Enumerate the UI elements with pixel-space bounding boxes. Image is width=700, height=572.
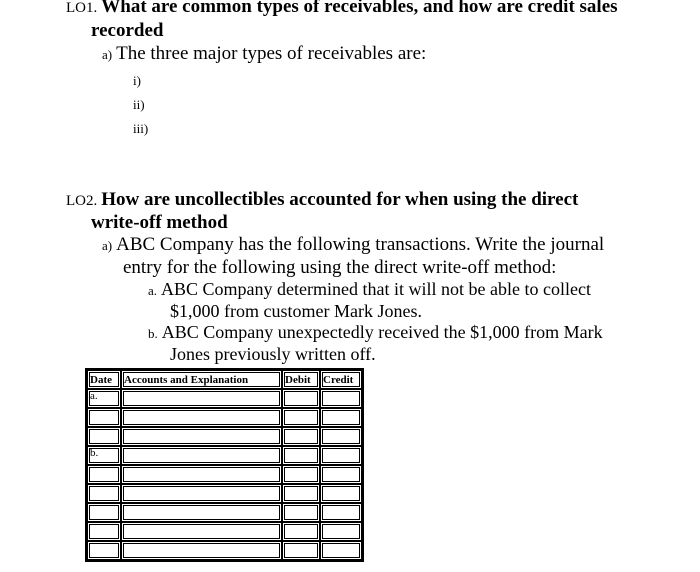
lo1-item-3: iii) [133,121,149,136]
transaction-b-line1: ABC Company unexpectedly received the $1,000 from Mark [161,322,603,342]
journal-row [87,427,362,446]
lo1-part-a-letter: a) [102,47,113,62]
date-cell[interactable] [87,541,121,560]
lo1-part-a [102,43,426,65]
credit-cell[interactable] [320,465,362,484]
credit-cell[interactable] [320,389,362,408]
lo1-label: LO1. [66,0,98,16]
debit-cell[interactable] [282,446,320,465]
journal-row [87,503,362,522]
accounts-cell[interactable] [121,541,282,560]
debit-cell[interactable] [282,408,320,427]
lo1-heading [66,0,618,18]
lo2-part-a-text-line2: entry for the following using the direct write-off method: [123,257,557,278]
journal-row [87,541,362,560]
accounts-cell[interactable] [121,389,282,408]
header-credit: Credit [320,370,362,389]
transaction-a-letter: a. [148,283,158,298]
journal-row [87,408,362,427]
lo2-transaction-a [148,279,591,300]
header-debit: Debit [282,370,320,389]
debit-cell[interactable] [282,541,320,560]
date-cell[interactable]: b. [87,446,121,465]
lo1-part-a-text: The three major types of receivables are: [116,43,427,64]
lo2-part-a-text-line1: ABC Company has the following transactions. Write the journal [116,234,605,255]
credit-cell[interactable] [320,446,362,465]
lo1-item-1: i) [133,73,141,88]
transaction-b-line2: Jones previously written off. [170,344,376,364]
journal-row [87,389,362,408]
debit-cell[interactable] [282,484,320,503]
date-cell[interactable] [87,522,121,541]
journal-header-row [87,370,362,389]
lo2-heading [66,189,578,211]
lo2-transaction-b [148,322,603,343]
debit-cell[interactable] [282,503,320,522]
credit-cell[interactable] [320,541,362,560]
credit-cell[interactable] [320,522,362,541]
journal-row [87,484,362,503]
accounts-cell[interactable] [121,446,282,465]
debit-cell[interactable] [282,427,320,446]
date-cell[interactable]: a. [87,389,121,408]
debit-cell[interactable] [282,389,320,408]
header-date: Date [87,370,121,389]
lo2-question-line1: How are uncollectibles accounted for when using the direct [101,189,579,210]
debit-cell[interactable] [282,522,320,541]
lo2-part-a-letter: a) [102,238,113,253]
date-cell[interactable] [87,465,121,484]
accounts-cell[interactable] [121,503,282,522]
journal-row [87,522,362,541]
lo2-question-line2: write-off method [91,212,228,233]
journal-row [87,446,362,465]
accounts-cell[interactable] [121,484,282,503]
date-cell[interactable] [87,503,121,522]
lo1-item-2: ii) [133,97,145,112]
accounts-cell[interactable] [121,522,282,541]
credit-cell[interactable] [320,408,362,427]
lo1-question-line1: What are common types of receivables, and how are credit sales [101,0,618,17]
accounts-cell[interactable] [121,408,282,427]
date-cell[interactable] [87,427,121,446]
lo1-question-line2: recorded [91,20,164,41]
transaction-a-line2: $1,000 from customer Mark Jones. [170,301,422,321]
credit-cell[interactable] [320,427,362,446]
transaction-a-line1: ABC Company determined that it will not be able to collect [161,279,591,299]
accounts-cell[interactable] [121,427,282,446]
debit-cell[interactable] [282,465,320,484]
journal-entry-table [85,368,364,562]
lo2-part-a [102,234,604,256]
date-cell[interactable] [87,408,121,427]
journal-row [87,465,362,484]
header-accounts: Accounts and Explanation [121,370,282,389]
lo2-label: LO2. [66,193,98,209]
transaction-b-letter: b. [148,326,158,341]
date-cell[interactable] [87,484,121,503]
accounts-cell[interactable] [121,465,282,484]
credit-cell[interactable] [320,503,362,522]
credit-cell[interactable] [320,484,362,503]
